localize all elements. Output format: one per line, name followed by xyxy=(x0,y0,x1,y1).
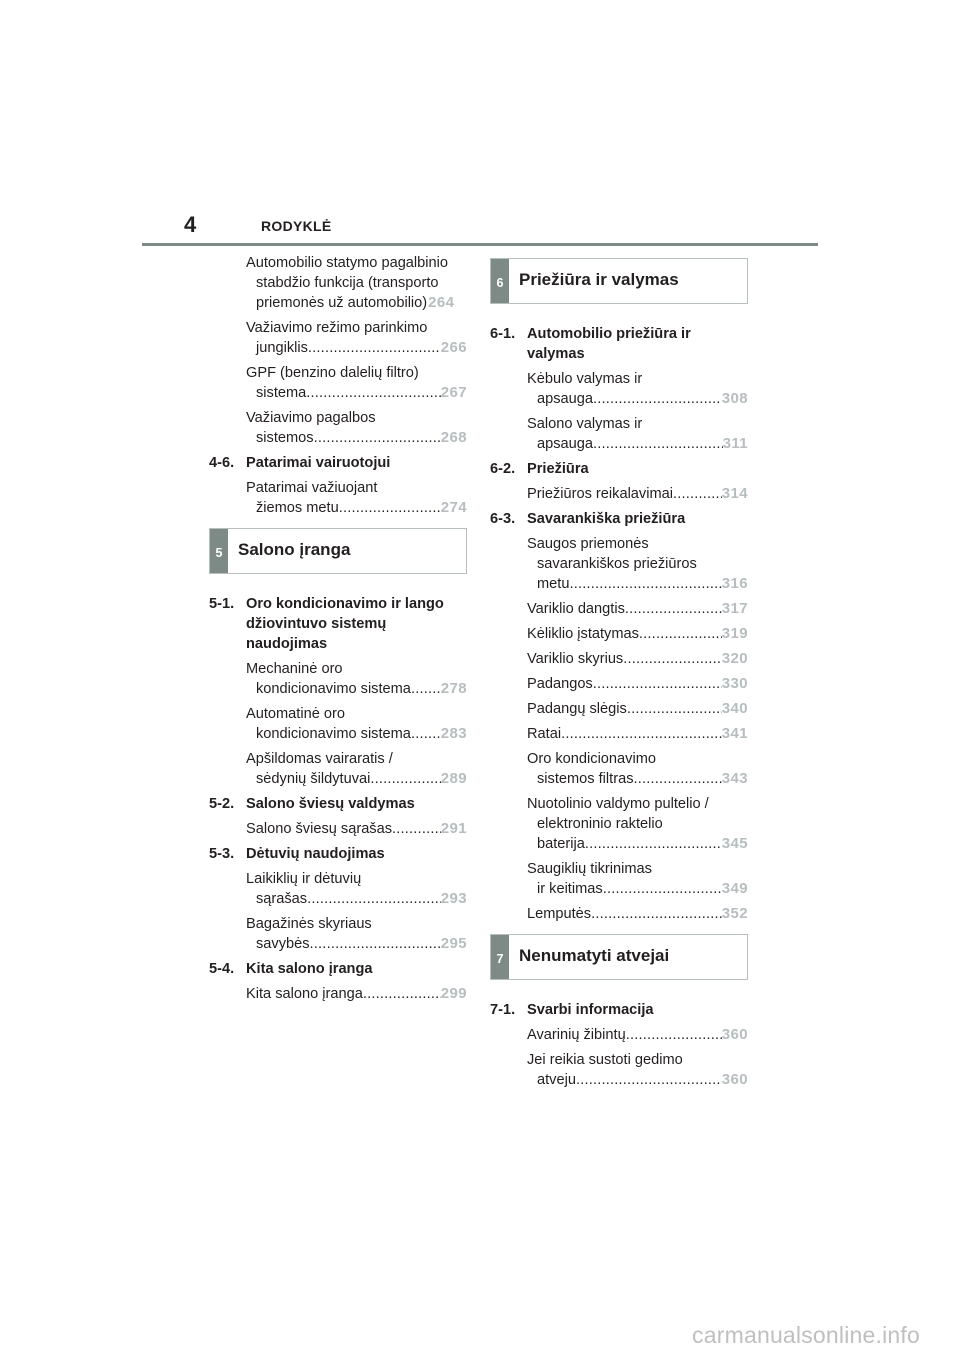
chapter-7-banner[interactable] xyxy=(490,934,748,980)
dot-leader xyxy=(310,934,441,954)
toc-entry-text: Jei reikia sustoti gedimo xyxy=(527,1052,683,1068)
toc-group xyxy=(209,819,467,839)
dot-leader xyxy=(339,498,441,518)
toc-entry-last-line xyxy=(527,1070,748,1090)
toc-entry-last-line xyxy=(527,574,748,594)
chapter-tab: 7 xyxy=(491,935,509,979)
toc-entry-last-line xyxy=(246,934,467,954)
toc-entry-last-line xyxy=(246,819,467,839)
toc-group xyxy=(490,1025,748,1090)
chapter-6-banner[interactable] xyxy=(490,258,748,304)
dot-leader xyxy=(314,428,441,448)
dot-leader xyxy=(576,1070,722,1090)
toc-section xyxy=(490,509,748,529)
toc-entry-text: atveju xyxy=(537,1072,576,1088)
toc-page-number[interactable]: 319 xyxy=(721,625,748,642)
toc-entry[interactable] xyxy=(490,859,748,899)
chapter-tab: 6 xyxy=(491,259,509,303)
toc-group xyxy=(209,253,467,448)
toc-page-number[interactable]: 291 xyxy=(440,820,467,837)
header-rule xyxy=(142,243,818,246)
toc-entry[interactable] xyxy=(209,749,467,789)
toc-entry-last-line xyxy=(246,293,467,313)
toc-entry-text: Kita salono įranga xyxy=(246,986,363,1002)
toc-entry-last-line xyxy=(246,984,467,1004)
dot-leader xyxy=(308,338,441,358)
toc-entry-text: Variklio dangtis xyxy=(527,601,625,617)
toc-group xyxy=(490,534,748,924)
toc-section xyxy=(209,794,467,814)
toc-entry-text: sistemos filtras xyxy=(537,771,634,787)
section-title: Savarankiška priežiūra xyxy=(527,511,686,527)
dot-leader xyxy=(673,484,722,504)
section-title: Salono šviesų valdymas xyxy=(246,796,415,812)
toc-entry-text: Avarinių žibintų xyxy=(527,1027,626,1043)
toc-entry-text: savybės xyxy=(256,936,310,952)
chapter-tab: 5 xyxy=(210,529,228,573)
toc-page-number[interactable]: 274 xyxy=(440,499,467,516)
toc-section xyxy=(209,594,467,654)
section-number: 7-1. xyxy=(490,1002,516,1018)
toc-entry[interactable] xyxy=(490,1025,748,1045)
toc-section xyxy=(490,459,748,479)
toc-entry-text: kondicionavimo sistema xyxy=(256,681,411,697)
toc-entry-text: Kėliklio įstatymas xyxy=(527,626,639,642)
chapter-5-banner[interactable] xyxy=(209,528,467,574)
toc-entry[interactable] xyxy=(490,749,748,789)
toc-entry[interactable] xyxy=(209,253,467,313)
toc-entry-last-line xyxy=(246,338,467,358)
toc-page-number[interactable]: 330 xyxy=(721,675,748,692)
dot-leader xyxy=(363,984,441,1004)
section-title: Priežiūra xyxy=(527,461,589,477)
section-title: Kita salono įranga xyxy=(246,961,373,977)
section-number: 6-2. xyxy=(490,461,516,477)
toc-entry-text: Priežiūros reikalavimai xyxy=(527,486,673,502)
toc-page-number[interactable]: 349 xyxy=(721,880,748,897)
dot-leader xyxy=(603,879,722,899)
section-title-line: Automobilio priežiūra ir xyxy=(527,326,691,342)
toc-entry-last-line xyxy=(527,904,748,924)
toc-entry[interactable] xyxy=(209,984,467,1004)
dot-leader xyxy=(411,679,441,699)
toc-entry-text: Važiavimo pagalbos xyxy=(246,410,376,426)
toc-entry-text: Patarimai važiuojant xyxy=(246,480,378,496)
toc-entry-text: Oro kondicionavimo xyxy=(527,751,656,767)
toc-entry-text: Važiavimo režimo parinkimo xyxy=(246,320,428,336)
chapter-title: Salono įranga xyxy=(238,540,351,559)
dot-leader xyxy=(591,904,722,924)
toc-entry-last-line xyxy=(527,649,748,669)
toc-entry-text: Saugiklių tikrinimas xyxy=(527,861,652,877)
toc-entry[interactable] xyxy=(490,534,748,594)
section-number: 6-1. xyxy=(490,326,516,342)
toc-page-number[interactable]: 317 xyxy=(721,600,748,617)
toc-page-number[interactable]: 299 xyxy=(440,985,467,1002)
toc-entry-text: Automatinė oro xyxy=(246,706,345,722)
toc-page-number[interactable]: 343 xyxy=(721,770,748,787)
toc-entry-text: metu xyxy=(537,576,570,592)
toc-page-number[interactable]: 264 xyxy=(428,294,455,311)
section-number: 5-2. xyxy=(209,796,235,812)
toc-entry-text: Mechaninė oro xyxy=(246,661,343,677)
section-title-line: naudojimas xyxy=(246,636,328,652)
toc-entry[interactable] xyxy=(209,704,467,744)
toc-entry-text: žiemos metu xyxy=(256,500,339,516)
dot-leader xyxy=(627,699,722,719)
toc-entry-text: sistema xyxy=(256,385,307,401)
toc-page-number[interactable]: 308 xyxy=(721,390,748,407)
toc-entry[interactable] xyxy=(209,363,467,403)
toc-group xyxy=(209,984,467,1004)
toc-entry-last-line xyxy=(246,889,467,909)
section-title: Svarbi informacija xyxy=(527,1002,654,1018)
toc-entry-last-line xyxy=(527,1025,748,1045)
dot-leader xyxy=(370,769,440,789)
toc-group xyxy=(209,659,467,789)
dot-leader xyxy=(625,599,722,619)
toc-section xyxy=(490,1000,748,1020)
page-number: 4 xyxy=(184,212,197,237)
toc-entry-text: Kėbulo valymas ir xyxy=(527,371,643,387)
toc-entry-last-line xyxy=(527,724,748,744)
dot-leader xyxy=(307,889,441,909)
page-header-title: RODYKLĖ xyxy=(261,218,332,234)
toc-group xyxy=(209,478,467,518)
section-number: 5-1. xyxy=(209,596,235,612)
dot-leader xyxy=(639,624,722,644)
dot-leader xyxy=(306,383,440,403)
section-number: 5-3. xyxy=(209,846,235,862)
dot-leader xyxy=(585,834,722,854)
toc-entry-last-line xyxy=(527,599,748,619)
toc-entry[interactable] xyxy=(490,484,748,504)
toc-entry-last-line xyxy=(527,389,748,409)
dot-leader xyxy=(593,674,722,694)
toc-page-number[interactable]: 314 xyxy=(721,485,748,502)
toc-entry[interactable] xyxy=(209,408,467,448)
toc-entry-text: Salono valymas ir xyxy=(527,416,643,432)
chapter-title: Nenumatyti atvejai xyxy=(519,946,670,965)
toc-page-number[interactable]: 360 xyxy=(721,1071,748,1088)
toc-entry-text: elektroninio raktelio xyxy=(537,816,663,832)
toc-entry[interactable] xyxy=(209,914,467,954)
toc-entry-last-line xyxy=(246,679,467,699)
toc-page-number[interactable]: 311 xyxy=(722,435,748,452)
toc-section xyxy=(490,324,748,364)
toc-entry[interactable] xyxy=(209,318,467,358)
section-number: 4-6. xyxy=(209,455,235,471)
section-title-line: džiovintuvo sistemų xyxy=(246,616,387,632)
toc-entry-last-line xyxy=(246,498,467,518)
toc-page-number[interactable]: 320 xyxy=(721,650,748,667)
toc-entry-text: baterija xyxy=(537,836,585,852)
toc-entry[interactable] xyxy=(490,1050,748,1090)
toc-group xyxy=(209,869,467,954)
toc-section xyxy=(209,844,467,864)
toc-section xyxy=(209,959,467,979)
toc-page-number[interactable]: 295 xyxy=(440,935,467,952)
toc-entry[interactable] xyxy=(490,794,748,854)
section-number: 5-4. xyxy=(209,961,235,977)
toc-entry-last-line xyxy=(246,383,467,403)
toc-page-number[interactable]: 340 xyxy=(721,700,748,717)
toc-group xyxy=(490,484,748,504)
toc-section xyxy=(209,453,467,473)
section-number: 6-3. xyxy=(490,511,516,527)
section-title-line: valymas xyxy=(527,346,585,362)
toc-entry-last-line xyxy=(246,724,467,744)
toc-entry-text: apsauga xyxy=(537,436,593,452)
toc-entry-last-line xyxy=(527,674,748,694)
toc-entry[interactable] xyxy=(490,414,748,454)
toc-entry-text: Salono šviesų sąrašas xyxy=(246,821,393,837)
dot-leader xyxy=(411,724,441,744)
toc-page-number[interactable]: 316 xyxy=(721,575,748,592)
toc-entry-last-line xyxy=(527,769,748,789)
left-column xyxy=(209,253,467,1009)
toc-entry-text: Padangų slėgis xyxy=(527,701,627,717)
toc-entry-text: ir keitimas xyxy=(537,881,603,897)
dot-leader xyxy=(634,769,722,789)
toc-entry[interactable] xyxy=(490,624,748,644)
toc-entry[interactable] xyxy=(490,674,748,694)
toc-entry-text: sistemos xyxy=(256,430,314,446)
toc-entry[interactable] xyxy=(490,599,748,619)
toc-entry-text: stabdžio funkcija (transporto xyxy=(256,275,439,291)
dot-leader xyxy=(593,434,723,454)
toc-entry-text: Automobilio statymo pagalbinio xyxy=(246,255,448,271)
dot-leader xyxy=(623,649,722,669)
toc-entry-last-line xyxy=(527,434,748,454)
right-column xyxy=(490,253,748,1095)
toc-entry-last-line xyxy=(527,624,748,644)
toc-page-number[interactable]: 289 xyxy=(440,770,467,787)
section-title: Dėtuvių naudojimas xyxy=(246,846,385,862)
toc-page-number[interactable]: 341 xyxy=(721,725,748,742)
toc-entry-last-line xyxy=(527,484,748,504)
toc-entry-last-line xyxy=(246,428,467,448)
toc-page-number[interactable]: 266 xyxy=(440,339,467,356)
toc-page-number[interactable]: 268 xyxy=(440,429,467,446)
toc-entry[interactable] xyxy=(209,478,467,518)
toc-entry-text: kondicionavimo sistema xyxy=(256,726,411,742)
toc-entry-last-line xyxy=(527,879,748,899)
toc-entry-last-line xyxy=(246,769,467,789)
toc-entry-text: jungiklis xyxy=(256,340,308,356)
toc-entry-text: Ratai xyxy=(527,726,562,742)
section-title: Patarimai vairuotojui xyxy=(246,455,391,471)
toc-entry-text: sėdynių šildytuvai xyxy=(256,771,371,787)
toc-page-number[interactable]: 278 xyxy=(440,680,467,697)
section-title-line: Oro kondicionavimo ir lango xyxy=(246,596,444,612)
toc-page-number[interactable]: 345 xyxy=(721,835,748,852)
toc-entry-text: Bagažinės skyriaus xyxy=(246,916,372,932)
toc-entry-text: savarankiškos priežiūros xyxy=(537,556,697,572)
toc-entry-last-line xyxy=(527,834,748,854)
toc-page-number[interactable]: 267 xyxy=(440,384,467,401)
toc-entry-text: Variklio skyrius xyxy=(527,651,624,667)
toc-entry[interactable] xyxy=(209,819,467,839)
toc-entry-text: Laikiklių ir dėtuvių xyxy=(246,871,362,887)
toc-page-number[interactable]: 360 xyxy=(721,1026,748,1043)
dot-leader xyxy=(569,574,721,594)
toc-page-number[interactable]: 352 xyxy=(721,905,748,922)
toc-entry[interactable] xyxy=(490,724,748,744)
toc-entry-text: priemonės už automobilio) xyxy=(256,295,428,311)
toc-entry-last-line xyxy=(527,699,748,719)
toc-entry[interactable] xyxy=(209,659,467,699)
toc-entry-text: Nuotolinio valdymo pultelio / xyxy=(527,796,709,812)
dot-leader xyxy=(593,389,722,409)
toc-group xyxy=(490,369,748,454)
chapter-title: Priežiūra ir valymas xyxy=(519,270,679,289)
toc-page-number[interactable]: 293 xyxy=(440,890,467,907)
dot-leader xyxy=(626,1025,722,1045)
toc-entry-text: apsauga xyxy=(537,391,593,407)
toc-entry[interactable] xyxy=(490,649,748,669)
toc-entry-text: Apšildomas vairaratis / xyxy=(246,751,393,767)
dot-leader xyxy=(561,724,722,744)
toc-entry[interactable] xyxy=(490,369,748,409)
toc-entry[interactable] xyxy=(490,904,748,924)
toc-entry[interactable] xyxy=(209,869,467,909)
toc-entry-text: sąrašas xyxy=(256,891,308,907)
toc-entry-text: Saugos priemonės xyxy=(527,536,649,552)
toc-entry-text: Padangos xyxy=(527,676,593,692)
toc-entry[interactable] xyxy=(490,699,748,719)
toc-page-number[interactable]: 283 xyxy=(440,725,467,742)
watermark: carmanualsonline.info xyxy=(692,1322,920,1348)
toc-entry-text: GPF (benzino dalelių filtro) xyxy=(246,365,419,381)
dot-leader xyxy=(392,819,441,839)
toc-entry-text: Lemputės xyxy=(527,906,592,922)
